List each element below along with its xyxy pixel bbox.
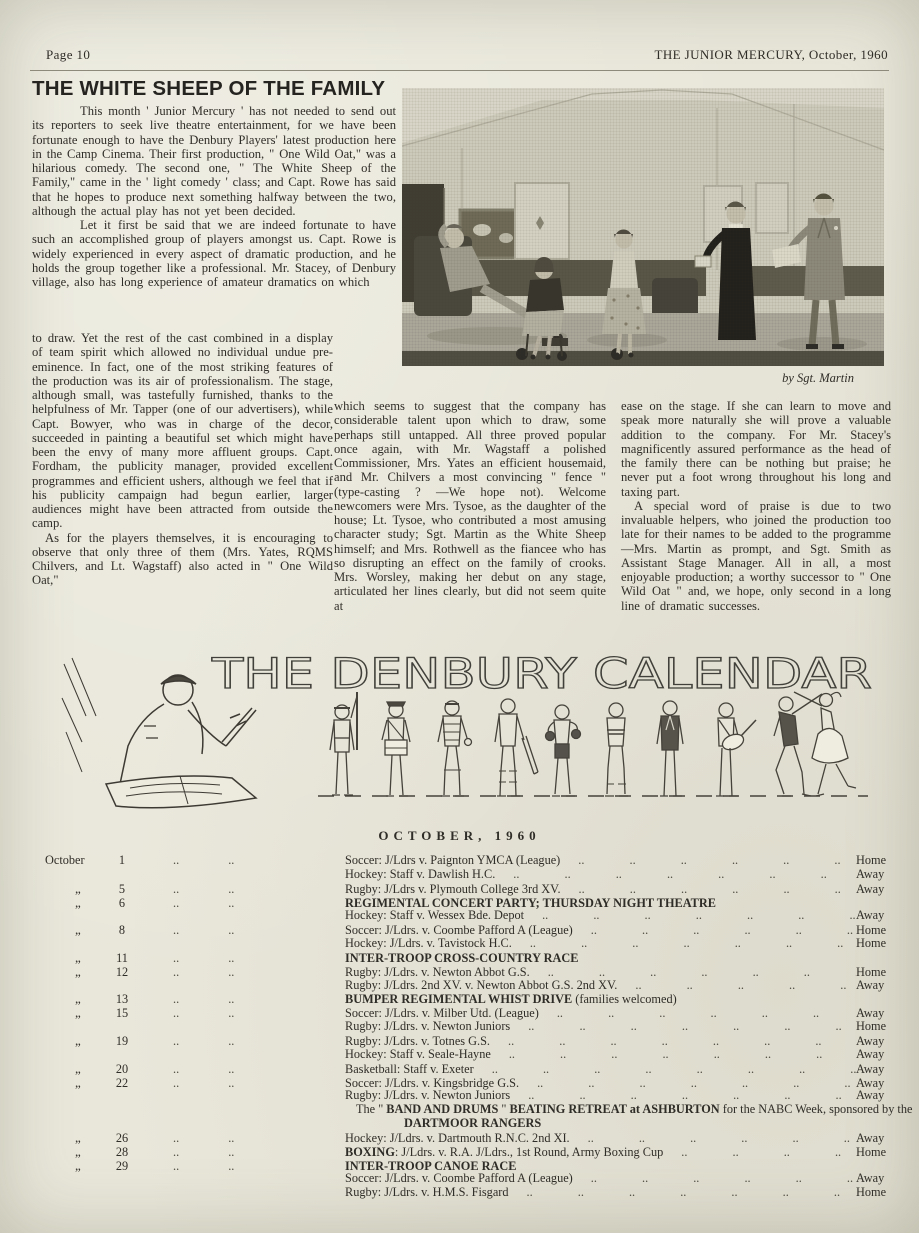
calendar-event xyxy=(345,979,617,993)
calendar-event xyxy=(345,909,524,923)
event-text-segment: Hockey: Staff v. Dawlish H.C. xyxy=(345,866,496,881)
calendar-event xyxy=(345,868,495,882)
leader-dots xyxy=(495,868,856,882)
calendar-row xyxy=(45,951,902,965)
venue-label: Away xyxy=(856,1171,885,1186)
calendar-event xyxy=(345,1186,509,1200)
masthead: THE JUNIOR MERCURY, October, 1960 xyxy=(654,47,888,62)
calendar-row xyxy=(45,1048,902,1062)
event-text-segment: Basketball: Staff v. Exeter xyxy=(345,1061,474,1076)
leader-dots xyxy=(539,1007,856,1021)
calendar-date-month: „ xyxy=(75,1157,81,1173)
calendar-event xyxy=(345,1132,570,1146)
article-paragraph: Let it first be said that we are indeed fortunate to have such an accomplished group of players amongst us. Capt. Rowe is widely experienced in every aspect of dramatic production, and he holds the group together like a professional. Mr. Stacey, of Denbury village, also has long experience of amateur dramatics on which xyxy=(32,218,396,289)
leader-dots xyxy=(716,897,856,911)
calendar-row xyxy=(45,923,902,937)
leader-dots xyxy=(578,952,856,966)
calendar-event xyxy=(345,1172,573,1186)
event-text-segment: Soccer: J/Ldrs. v. Kingsbridge G.S. xyxy=(345,1075,520,1090)
calendar-row xyxy=(45,868,902,882)
article-paragraph: As for the players themselves, it is encouraging to observe that only three of them (Mrs. Yates, RQMS Chilvers, and Lt. Wagstaff) also acted in " One Wild Oat," xyxy=(32,530,333,588)
venue-label: Away xyxy=(856,1130,885,1145)
banner-title: THE DENBURY CALENDAR xyxy=(210,649,872,698)
date-leader-dots xyxy=(137,1132,345,1146)
venue-label: Home xyxy=(856,1144,887,1159)
calendar-row xyxy=(45,1186,902,1200)
article-column-middle xyxy=(334,399,606,613)
date-leader-dots xyxy=(137,1146,345,1160)
leader-dots xyxy=(573,1172,856,1186)
banner-figure-boxer xyxy=(546,705,581,796)
leader-dots xyxy=(510,1020,856,1034)
stage-photograph xyxy=(402,88,884,366)
date-leader-dots xyxy=(137,883,345,897)
date-leader-dots xyxy=(137,1077,345,1091)
calendar-note xyxy=(45,1102,913,1131)
calendar-date-day: 5 xyxy=(118,881,126,896)
calendar-date-month: „ xyxy=(75,1032,81,1048)
calendar-row xyxy=(45,882,902,896)
calendar-date-day: 22 xyxy=(115,1075,129,1090)
article-paragraph: to draw. Yet the rest of the cast combined in a display of team spirit which allowed no individual undue pre-eminence. In fact, one of the most striking features of the production was its air of professionalism. The stage, although small, was tastefully furnished, thanks to the helpfulness of Mr. Tapper (one of our advertisers), while Capt. Bowyer, who was in charge of the decor, succeeded in painting a beautiful set which might have been the envy of many more affluent groups. Capt. Fordham, the publicity manager, provided excellent programmes and efficient ushers, although we feel that if his publicity campaign had begun earlier, larger audiences might have been attracted from outside the camp. xyxy=(32,331,333,531)
venue-label: Home xyxy=(856,1019,887,1034)
venue-label: Home xyxy=(856,1185,887,1200)
event-text-segment: BAND AND DRUMS xyxy=(386,1102,499,1117)
calendar-table xyxy=(45,853,913,1200)
event-text-segment: Rugby: J/Ldrs. v. Newton Abbot G.S. xyxy=(345,964,530,979)
article-title: THE WHITE SHEEP OF THE FAMILY xyxy=(32,77,386,100)
venue-label: Away xyxy=(856,977,885,992)
date-leader-dots xyxy=(137,1035,345,1049)
event-text-segment: INTER-TROOP CROSS-COUNTRY RACE xyxy=(345,950,579,965)
calendar-row xyxy=(45,979,902,993)
leader-dots xyxy=(491,1048,856,1062)
venue-label: Away xyxy=(856,908,885,923)
calendar-row xyxy=(45,1020,902,1034)
leader-dots xyxy=(512,937,856,951)
calendar-row xyxy=(45,1006,902,1020)
stage-photo-illustration xyxy=(402,88,884,366)
calendar-row xyxy=(45,1076,902,1090)
venue-label: Away xyxy=(856,866,885,881)
event-text-segment: INTER-TROOP CANOE RACE xyxy=(345,1158,517,1173)
calendar-event xyxy=(345,1063,474,1077)
date-leader-dots xyxy=(137,1063,345,1077)
calendar-date-month: „ xyxy=(75,1129,81,1145)
leader-dots xyxy=(617,979,856,993)
calendar-row xyxy=(45,1145,902,1159)
leader-dots xyxy=(677,993,856,1007)
leader-dots xyxy=(490,1035,856,1049)
event-text-segment: Hockey: J/Ldrs. v. Dartmouth R.N.C. 2nd XI. xyxy=(345,1130,570,1145)
event-text-segment: BUMPER REGIMENTAL WHIST DRIVE xyxy=(345,992,573,1007)
calendar-row xyxy=(45,1062,902,1076)
venue-label: Away xyxy=(856,1061,885,1076)
calendar-date-day: 29 xyxy=(115,1158,129,1173)
date-leader-dots xyxy=(137,897,345,911)
calendar-date-month: „ xyxy=(75,1074,81,1090)
calendar-event xyxy=(345,993,677,1007)
calendar-date-day: 1 xyxy=(118,853,126,867)
event-text-segment: BEATING RETREAT at ASHBURTON xyxy=(509,1102,720,1117)
leader-dots xyxy=(573,924,856,938)
calendar-date-day: 12 xyxy=(115,964,129,979)
calendar-event xyxy=(345,854,560,868)
date-leader-dots xyxy=(137,952,345,966)
leader-dots xyxy=(570,1132,856,1146)
calendar-date-day: 19 xyxy=(115,1033,129,1048)
banner-figures xyxy=(330,692,856,796)
calendar-event xyxy=(345,883,561,897)
event-text-segment: Rugby: J/Ldrs v. Plymouth College 3rd XV. xyxy=(345,881,561,896)
date-leader-dots xyxy=(137,993,345,1007)
event-text-segment: REGIMENTAL CONCERT PARTY; THURSDAY NIGHT THEATRE xyxy=(345,895,716,910)
article-column-left-top xyxy=(32,104,396,289)
calendar-date-month: „ xyxy=(75,894,81,910)
page-number: Page 10 xyxy=(46,47,91,62)
calendar-event xyxy=(345,1020,510,1034)
calendar-note-line xyxy=(356,1102,913,1117)
calendar-row xyxy=(45,1034,902,1048)
calendar-date-month: „ xyxy=(75,1143,81,1159)
leader-dots xyxy=(509,1186,856,1200)
article-column-left-bottom xyxy=(32,331,333,588)
event-text-segment: Soccer: J/Ldrs v. Paignton YMCA (League) xyxy=(345,853,561,867)
calendar-event xyxy=(345,1089,510,1103)
calendar-row xyxy=(45,1159,902,1173)
date-leader-dots xyxy=(137,854,345,868)
leader-dots xyxy=(519,1077,856,1091)
venue-label: Home xyxy=(856,936,887,951)
banner-figure-soldier xyxy=(330,692,357,795)
calendar-date-month: „ xyxy=(75,991,81,1007)
event-text-segment: Hockey: Staff v. Wessex Bde. Depot xyxy=(345,908,525,923)
event-text-segment: Rugby: J/Ldrs. v. Newton Juniors xyxy=(345,1088,511,1103)
calendar-event xyxy=(345,952,578,966)
calendar-event xyxy=(345,937,512,951)
calendar-date-day: 8 xyxy=(118,923,126,938)
calendar-date-month: „ xyxy=(75,922,81,938)
calendar-event xyxy=(345,1146,663,1160)
calendar-row xyxy=(45,1089,902,1103)
calendar-banner-illustration xyxy=(60,646,882,818)
calendar-row xyxy=(45,896,902,910)
banner-figure-batsman xyxy=(495,699,538,796)
page-header xyxy=(46,47,888,63)
calendar-date-day: 26 xyxy=(115,1130,129,1145)
calendar-date-day: 13 xyxy=(115,992,129,1007)
event-text-segment: Rugby: J/Ldrs. v. Totnes G.S. xyxy=(345,1033,491,1048)
article-paragraph: ease on the stage. If she can learn to move and speak more naturally she will prove a valuable addition to the company. For Mr. Stacey's magnificently assured performance as the head of the family there can be nothing but praise; he never put a foot wrong throughout his long and taxing part. xyxy=(621,399,891,499)
event-text-segment: Soccer: J/Ldrs. v. Coombe Pafford A (League) xyxy=(345,923,573,938)
date-leader-dots xyxy=(137,924,345,938)
calendar-date-month: October xyxy=(45,853,85,867)
calendar-date-month: „ xyxy=(75,949,81,965)
calendar-event xyxy=(345,1048,491,1062)
venue-label: Away xyxy=(856,1075,885,1090)
leader-dots xyxy=(663,1146,856,1160)
calendar-row xyxy=(45,1172,902,1186)
event-text-segment: Soccer: J/Ldrs. v. Milber Utd. (League) xyxy=(345,1006,539,1021)
calendar-row xyxy=(45,992,902,1006)
banner-figure-dancing-couple xyxy=(774,692,856,796)
header-rule xyxy=(30,70,889,71)
banner-figure-cricketer xyxy=(438,701,472,796)
calendar-row xyxy=(45,965,902,979)
banner-figure-drummer xyxy=(382,702,410,796)
event-text-segment: Rugby: J/Ldrs. v. H.M.S. Fisgard xyxy=(345,1185,509,1200)
leader-dots xyxy=(560,854,856,868)
venue-label: Away xyxy=(856,1088,885,1103)
calendar-row xyxy=(45,909,902,923)
leader-dots xyxy=(524,909,856,923)
leader-dots xyxy=(510,1089,856,1103)
event-text-segment: for the NABC Week, sponsored by the xyxy=(719,1102,913,1117)
venue-label: Away xyxy=(856,881,885,896)
calendar-date-day: 11 xyxy=(116,950,128,965)
venue-label: Away xyxy=(856,1006,885,1021)
event-text-segment: : J/Ldrs. v. R.A. J/Ldrs., 1st Round, Army Boxing Cup xyxy=(394,1144,664,1159)
calendar-date-month: „ xyxy=(75,963,81,979)
calendar-date-month: „ xyxy=(75,1005,81,1021)
event-text-segment: Soccer: J/Ldrs. v. Coombe Pafford A (League) xyxy=(345,1171,573,1186)
calendar-date-day: 6 xyxy=(118,895,126,910)
event-text-segment: BOXING xyxy=(345,1144,395,1159)
photo-credit: by Sgt. Martin xyxy=(782,371,854,385)
venue-label: Away xyxy=(856,1033,885,1048)
banner-figure-athlete xyxy=(605,703,628,796)
event-text-segment: Hockey: Staff v. Seale-Hayne xyxy=(345,1046,491,1061)
date-leader-dots xyxy=(137,966,345,980)
calendar-banner xyxy=(60,646,882,818)
calendar-date-month: „ xyxy=(75,1060,81,1076)
event-text-segment: Rugby: J/Ldrs. v. Newton Juniors xyxy=(345,1019,511,1034)
event-text-segment: " xyxy=(498,1102,510,1117)
date-leader-dots xyxy=(137,1160,345,1174)
banner-figure-guitarist xyxy=(716,703,756,796)
calendar-row xyxy=(45,854,902,868)
event-text-segment: Hockey: J/Ldrs. v. Tavistock H.C. xyxy=(345,936,512,951)
article-paragraph: A special word of praise is due to two invaluable helpers, who joined the production too late for their names to be added to the programme—Mrs. Martin as prompt, and Sgt. Smith as Assistant Stage Manager. All in all, a most enjoyable production; a worthy successor to " One Wild Oat " and, we hope, only second in a long line of dramatic successes. xyxy=(621,498,891,613)
article-paragraph: This month ' Junior Mercury ' has not needed to send out its reporters to seek live theatre entertainment, for we have been fortunate enough to have the Denbury Players' latest production here in the Camp Cinema. Their first production, " One Wild Oat," was a hilarious comedy. The second one, " The White Sheep of the Family," came in the ' light comedy ' class; and Capt. Rowe has said that he hopes to produce next something halfway between the two, although the actual play has not yet been decided. xyxy=(32,104,396,218)
venue-label: Home xyxy=(856,923,887,938)
venue-label: Away xyxy=(856,1046,885,1061)
venue-label: Home xyxy=(856,964,887,979)
calendar-row xyxy=(45,1131,902,1145)
calendar-row xyxy=(45,937,902,951)
banner-figure-blazer-man xyxy=(657,701,683,796)
calendar-date-day: 28 xyxy=(115,1144,129,1159)
venue-label: Home xyxy=(856,853,887,867)
event-text-segment: Rugby: J/Ldrs. 2nd XV. v. Newton Abbot G.S. 2nd XV. xyxy=(345,977,618,992)
event-text-segment: (families welcomed) xyxy=(572,992,677,1007)
article-paragraph: which seems to suggest that the company has considerable talent upon which to draw, some perhaps still untapped. All three proved popular once again, with Mr. Wagstaff a polished Commissioner, Mrs. Yates an efficient housemaid, and Mr. Chilvers a most convincing " fence " (type-casting ? —We hope not). Welcome newcomers were Mrs. Tysoe, as the daughter of the house; Lt. Tysoe, who contributed a most amusing character study; Sgt. Martin as the White Sheep himself; and Mrs. Rothwell as the fiancee who has so disrupting an effect on the family of crooks. Mrs. Worsley, making her debut on any stage, articulated her lines clearly, but did not seem quite at xyxy=(334,399,606,613)
leader-dots xyxy=(561,883,856,897)
calendar-date-day: 20 xyxy=(115,1061,129,1076)
calendar-note-line: DARTMOOR RANGERS xyxy=(404,1116,542,1131)
event-text-segment: The " xyxy=(356,1102,387,1117)
calendar-date-month: „ xyxy=(75,880,81,896)
leader-dots xyxy=(474,1063,856,1077)
date-leader-dots xyxy=(137,1007,345,1021)
calendar-date-day: 15 xyxy=(115,1006,129,1021)
calendar-month-heading: OCTOBER, 1960 xyxy=(378,828,541,843)
article-column-right xyxy=(621,399,891,613)
